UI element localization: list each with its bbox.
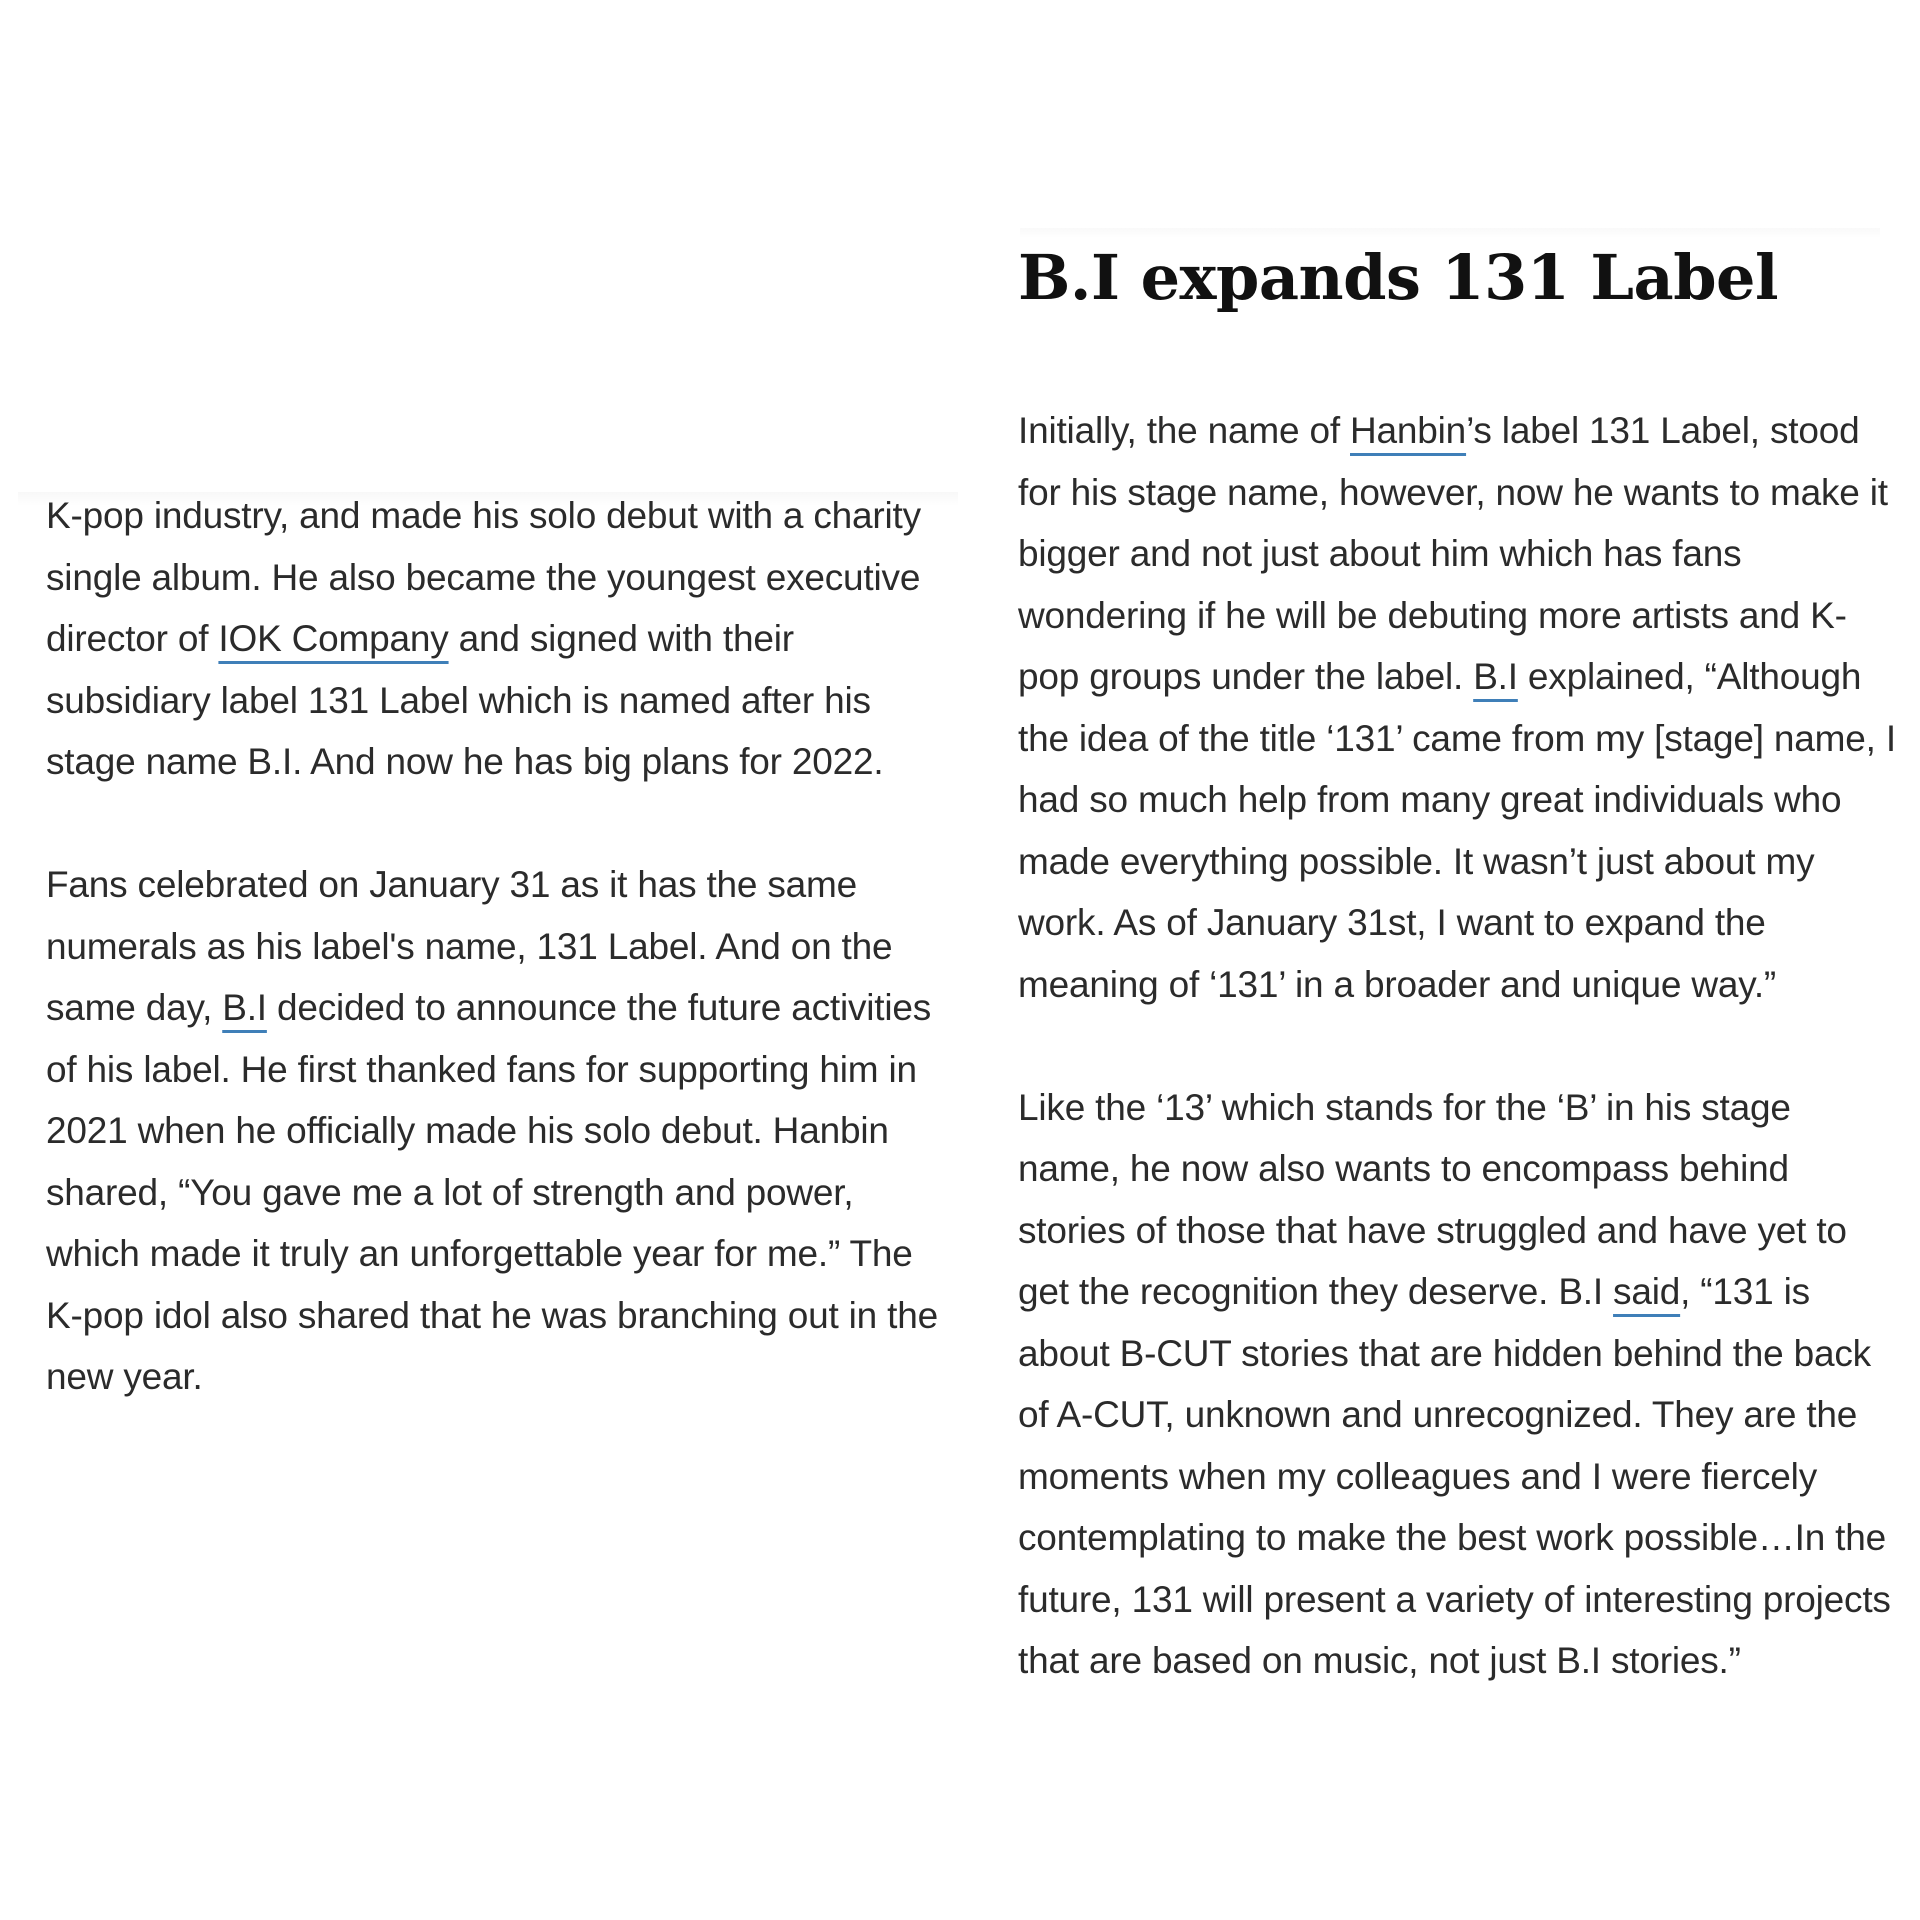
left-para1-text-2: and signed with their subsidiary label 131 Label which is named after his stage name B.I. And now he has big plans for 2022. bbox=[46, 618, 884, 782]
left-para2-text-1: Fans celebrated on January 31 as it has the same numerals as his label's name, 131 Label. And on the same day, bbox=[46, 864, 893, 1028]
iok-company-link[interactable]: IOK Company bbox=[218, 618, 449, 659]
left-paragraph-2 bbox=[46, 854, 946, 1408]
right-para1-text-3: explained, “Although the idea of the title ‘131’ came from my [stage] name, I had so much help from many great individuals who made everything possible. It wasn’t just about my work. As of January 31st, I want to expand the meaning of ‘131’ in a broader and unique way.” bbox=[1018, 656, 1896, 1005]
hanbin-link[interactable]: Hanbin bbox=[1350, 410, 1467, 451]
right-para2-text-2: , “131 is about B-CUT stories that are hidden behind the back of A-CUT, unknown and unrecognized. They are the moments when my colleagues and I were fiercely contemplating to make the best work possible…In the future, 131 will present a variety of interesting projects that are based on music, not just B.I stories.” bbox=[1018, 1271, 1891, 1681]
right-article-column bbox=[1018, 400, 1898, 1692]
right-para1-text-1: Initially, the name of bbox=[1018, 410, 1350, 451]
right-para2-text-1: Like the ‘13’ which stands for the ‘B’ in his stage name, he now also wants to encompass behind stories of those that have struggled and have yet to get the recognition they deserve. B.I bbox=[1018, 1086, 1847, 1312]
right-paragraph-2 bbox=[1018, 1077, 1898, 1692]
left-paragraph-1 bbox=[46, 485, 946, 793]
right-para1-text-2: ’s label 131 Label, stood for his stage name, however, now he wants to make it bigger and not just about him which has fans wondering if he will be debuting more artists and K-pop groups under the label. bbox=[1018, 410, 1888, 697]
right-paragraph-1 bbox=[1018, 400, 1898, 1015]
bi-link[interactable]: B.I bbox=[1473, 656, 1518, 697]
left-para1-text-1: K-pop industry, and made his solo debut with a charity single album. He also became the youngest executive director of bbox=[46, 495, 921, 659]
said-link[interactable]: said bbox=[1613, 1271, 1681, 1312]
screenshot-edge-shadow-right bbox=[1020, 228, 1880, 238]
article-headline: B.I expands 131 Label bbox=[1018, 241, 1779, 314]
left-article-column bbox=[46, 485, 946, 1408]
bi-link[interactable]: B.I bbox=[222, 987, 267, 1028]
left-para2-text-2: decided to announce the future activities of his label. He first thanked fans for supporting him in 2021 when he officially made his solo debut. Hanbin shared, “You gave me a lot of strength and power, which made it truly an unforgettable year for me.” The K-pop idol also shared that he was branching out in the new year. bbox=[46, 987, 938, 1397]
